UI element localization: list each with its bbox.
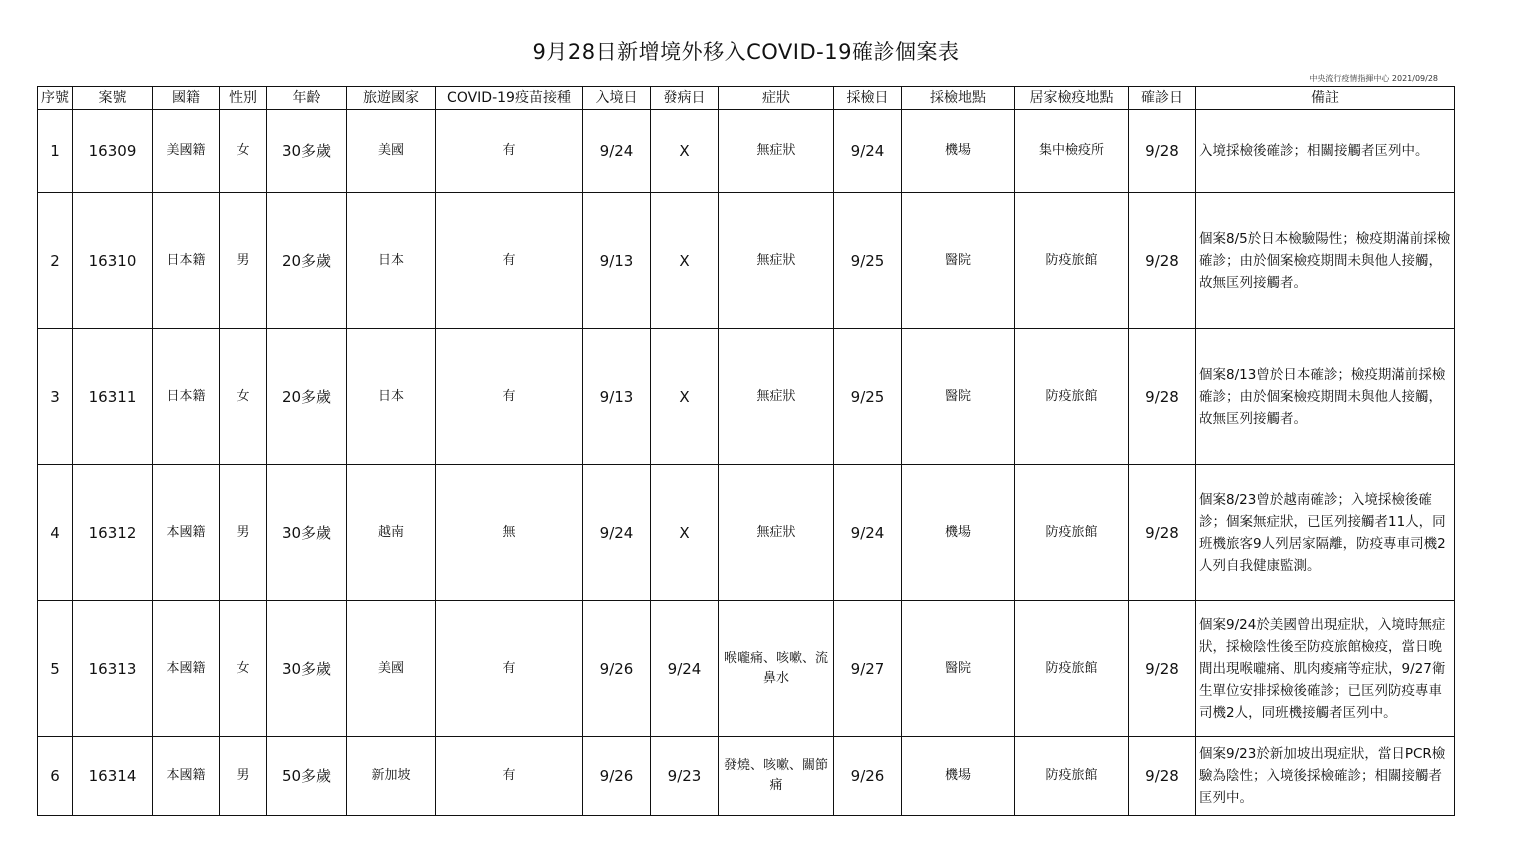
cell-nationality: 日本籍 [153, 329, 220, 465]
cell-seq: 4 [38, 465, 73, 601]
cell-onset: X [651, 193, 719, 329]
cell-confirm: 9/28 [1129, 601, 1196, 737]
page-title: 9月28日新增境外移入COVID-19確診個案表 [532, 40, 960, 64]
cell-test-site: 醫院 [902, 193, 1015, 329]
cell-test-site: 機場 [902, 110, 1015, 193]
cell-vaccine: 有 [436, 601, 583, 737]
col-header: 採檢日 [834, 87, 902, 110]
cell-case: 16310 [73, 193, 153, 329]
cell-symptoms: 發燒、咳嗽、關節痛 [719, 737, 834, 816]
cell-quarantine: 防疫旅館 [1015, 465, 1129, 601]
cell-case: 16313 [73, 601, 153, 737]
cell-sex: 女 [220, 329, 267, 465]
cell-age: 50多歲 [267, 737, 347, 816]
cell-onset: 9/23 [651, 737, 719, 816]
cell-age: 30多歲 [267, 110, 347, 193]
cell-seq: 5 [38, 601, 73, 737]
table-row [38, 110, 1455, 193]
cell-entry: 9/24 [583, 465, 651, 601]
cell-entry: 9/24 [583, 110, 651, 193]
cell-test-site: 醫院 [902, 601, 1015, 737]
cell-seq: 1 [38, 110, 73, 193]
cell-symptoms: 喉嚨痛、咳嗽、流鼻水 [719, 601, 834, 737]
cell-vaccine: 有 [436, 737, 583, 816]
cell-test-date: 9/25 [834, 193, 902, 329]
header-row [38, 87, 1455, 110]
col-header: 備註 [1196, 87, 1455, 110]
cell-nationality: 本國籍 [153, 737, 220, 816]
cell-travel: 美國 [347, 601, 436, 737]
cell-entry: 9/26 [583, 601, 651, 737]
col-header: 症狀 [719, 87, 834, 110]
cell-nationality: 日本籍 [153, 193, 220, 329]
cell-onset: X [651, 465, 719, 601]
col-header: 採檢地點 [902, 87, 1015, 110]
cell-notes: 個案8/5於日本檢驗陽性；檢疫期滿前採檢確診；由於個案檢疫期間未與他人接觸，故無匡列接觸者。 [1196, 193, 1455, 329]
cell-onset: X [651, 329, 719, 465]
col-header: 發病日 [651, 87, 719, 110]
col-header: 性別 [220, 87, 267, 110]
cell-sex: 男 [220, 465, 267, 601]
cell-travel: 新加坡 [347, 737, 436, 816]
cell-test-site: 醫院 [902, 329, 1015, 465]
cell-quarantine: 防疫旅館 [1015, 193, 1129, 329]
cell-quarantine: 防疫旅館 [1015, 601, 1129, 737]
cell-symptoms: 無症狀 [719, 110, 834, 193]
cell-age: 30多歲 [267, 601, 347, 737]
table-row [38, 329, 1455, 465]
cell-seq: 6 [38, 737, 73, 816]
cell-confirm: 9/28 [1129, 110, 1196, 193]
col-header: 年齡 [267, 87, 347, 110]
cell-test-date: 9/27 [834, 601, 902, 737]
cell-test-site: 機場 [902, 737, 1015, 816]
cell-travel: 越南 [347, 465, 436, 601]
cell-confirm: 9/28 [1129, 193, 1196, 329]
cell-symptoms: 無症狀 [719, 193, 834, 329]
cell-confirm: 9/28 [1129, 329, 1196, 465]
cell-confirm: 9/28 [1129, 737, 1196, 816]
cell-vaccine: 無 [436, 465, 583, 601]
cell-sex: 女 [220, 110, 267, 193]
col-header: COVID-19疫苗接種 [436, 87, 583, 110]
col-header: 序號 [38, 87, 73, 110]
cell-vaccine: 有 [436, 329, 583, 465]
cell-sex: 男 [220, 193, 267, 329]
table-row [38, 193, 1455, 329]
cell-notes: 個案9/23於新加坡出現症狀，當日PCR檢驗為陰性；入境後採檢確診；相關接觸者匡列中。 [1196, 737, 1455, 816]
col-header: 居家檢疫地點 [1015, 87, 1129, 110]
source-note: 中央流行疫情指揮中心 2021/09/28 [1309, 74, 1438, 83]
cell-test-date: 9/24 [834, 465, 902, 601]
cell-vaccine: 有 [436, 110, 583, 193]
cell-sex: 男 [220, 737, 267, 816]
cell-travel: 日本 [347, 329, 436, 465]
cell-notes: 個案8/23曾於越南確診；入境採檢後確診；個案無症狀，已匡列接觸者11人，同班機旅客9人列居家隔離，防疫專車司機2人列自我健康監測。 [1196, 465, 1455, 601]
cell-entry: 9/26 [583, 737, 651, 816]
cell-notes: 個案9/24於美國曾出現症狀，入境時無症狀，採檢陰性後至防疫旅館檢疫，當日晚間出現喉嚨痛、肌肉痠痛等症狀，9/27衛生單位安排採檢後確診；已匡列防疫專車司機2人，同班機接觸者匡列中。 [1196, 601, 1455, 737]
cell-confirm: 9/28 [1129, 465, 1196, 601]
col-header: 案號 [73, 87, 153, 110]
cell-onset: 9/24 [651, 601, 719, 737]
cell-seq: 3 [38, 329, 73, 465]
cell-test-date: 9/25 [834, 329, 902, 465]
col-header: 國籍 [153, 87, 220, 110]
col-header: 確診日 [1129, 87, 1196, 110]
cell-nationality: 本國籍 [153, 601, 220, 737]
cell-case: 16309 [73, 110, 153, 193]
cell-entry: 9/13 [583, 193, 651, 329]
table-row [38, 737, 1455, 816]
cell-age: 20多歲 [267, 193, 347, 329]
cell-onset: X [651, 110, 719, 193]
table-row [38, 601, 1455, 737]
cell-test-date: 9/24 [834, 110, 902, 193]
cell-travel: 日本 [347, 193, 436, 329]
case-table [37, 86, 1455, 816]
cell-sex: 女 [220, 601, 267, 737]
cell-notes: 入境採檢後確診；相關接觸者匡列中。 [1196, 110, 1455, 193]
col-header: 入境日 [583, 87, 651, 110]
cell-quarantine: 防疫旅館 [1015, 329, 1129, 465]
cell-case: 16311 [73, 329, 153, 465]
cell-test-date: 9/26 [834, 737, 902, 816]
cell-vaccine: 有 [436, 193, 583, 329]
cell-age: 20多歲 [267, 329, 347, 465]
cell-seq: 2 [38, 193, 73, 329]
cell-case: 16312 [73, 465, 153, 601]
cell-notes: 個案8/13曾於日本確診；檢疫期滿前採檢確診；由於個案檢疫期間未與他人接觸，故無匡列接觸者。 [1196, 329, 1455, 465]
cell-nationality: 美國籍 [153, 110, 220, 193]
cell-symptoms: 無症狀 [719, 329, 834, 465]
cell-quarantine: 防疫旅館 [1015, 737, 1129, 816]
cell-test-site: 機場 [902, 465, 1015, 601]
cell-entry: 9/13 [583, 329, 651, 465]
cell-age: 30多歲 [267, 465, 347, 601]
table-row [38, 465, 1455, 601]
cell-symptoms: 無症狀 [719, 465, 834, 601]
col-header: 旅遊國家 [347, 87, 436, 110]
cell-case: 16314 [73, 737, 153, 816]
cell-nationality: 本國籍 [153, 465, 220, 601]
cell-quarantine: 集中檢疫所 [1015, 110, 1129, 193]
cell-travel: 美國 [347, 110, 436, 193]
